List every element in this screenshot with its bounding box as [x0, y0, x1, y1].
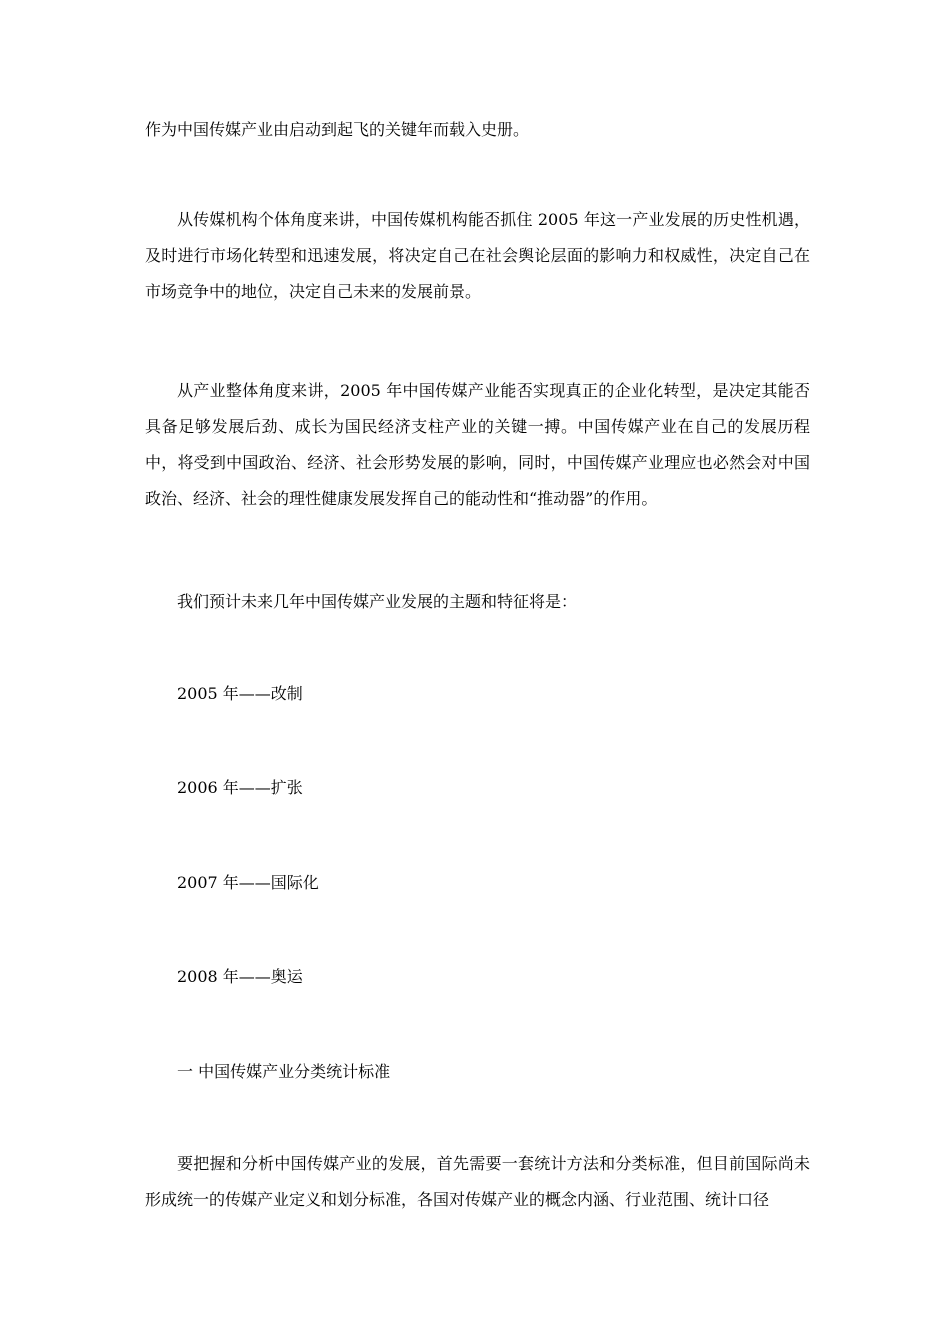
forecast-intro: 我们预计未来几年中国传媒产业发展的主题和特征将是：	[177, 592, 578, 611]
timeline-item-2005: 2005 年——改制	[177, 684, 303, 703]
paragraph-industry-perspective: 从产业整体角度来讲，2005 年中国传媒产业能否实现真正的企业化转型，是决定其能否具备足够发展后劲、成长为国民经济支柱产业的关键一搏。中国传媒产业在自己的发展历程中，将受到中国政治、经济、社会形势发展的影响，同时，中国传媒产业理应也必然会对中国政治、经济、社会的理性健康发展发挥自己的能动性和“推动器”的作用。	[145, 381, 810, 508]
timeline-item-2007: 2007 年——国际化	[177, 873, 319, 892]
paragraph-classification-standard: 要把握和分析中国传媒产业的发展，首先需要一套统计方法和分类标准，但目前国际尚未形成统一的传媒产业定义和划分标准，各国对传媒产业的概念内涵、行业范围、统计口径	[145, 1154, 810, 1209]
timeline-item-2006: 2006 年——扩张	[177, 778, 303, 797]
timeline-item-2008: 2008 年——奥运	[177, 967, 303, 986]
continuation-line: 作为中国传媒产业由启动到起飞的关键年而载入史册。	[145, 120, 530, 139]
section-heading: 一 中国传媒产业分类统计标准	[177, 1062, 391, 1081]
paragraph-individual-perspective: 从传媒机构个体角度来讲，中国传媒机构能否抓住 2005 年这一产业发展的历史性机遇，及时进行市场化转型和迅速发展，将决定自己在社会舆论层面的影响力和权威性，决定自己在市场竞争中的地位，决定自己未来的发展前景。	[145, 210, 810, 301]
